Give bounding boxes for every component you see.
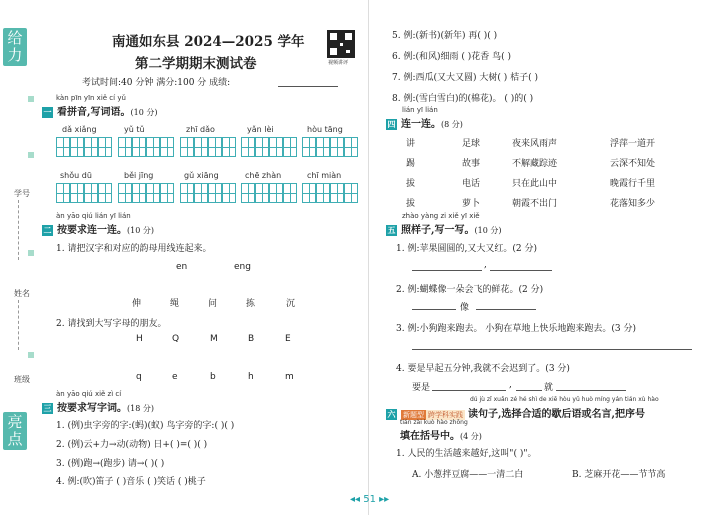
s5-q2-mid: 像	[460, 303, 470, 313]
answer-blank[interactable]	[516, 390, 542, 391]
answer-blank[interactable]	[412, 309, 456, 310]
char-box[interactable]	[70, 183, 84, 203]
s5-q4: 4. 要是早起五分钟,我就不会迟到了。(3 分)	[396, 364, 570, 374]
s6-score: (4 分)	[460, 432, 482, 441]
char-box[interactable]	[180, 183, 194, 203]
exam-title-line1: 南通如东县 2024—2025 学年	[112, 34, 305, 50]
match-noun[interactable]: 故事	[462, 159, 481, 169]
uppercase-letter[interactable]: H	[136, 334, 143, 344]
char-option[interactable]: 沉	[286, 299, 296, 309]
poem-line-right[interactable]: 晚霞行千里	[610, 179, 656, 189]
s1-score: (10 分)	[130, 108, 158, 117]
lowercase-letter[interactable]: m	[285, 372, 294, 382]
s3-q8: 8. 例:(雪白雪白)的(棉花)。 ( )的( )	[392, 94, 534, 104]
qr-code[interactable]	[327, 30, 355, 58]
s2-pinyin: àn yāo qiú lián yī lián	[56, 212, 131, 220]
s2-title: 按要求连一连。	[57, 225, 127, 236]
name-line	[18, 300, 19, 350]
s3-q6: 6. 例:(和风)细雨 ( )花香 鸟( )	[392, 52, 511, 62]
char-box[interactable]	[180, 137, 194, 157]
prev-arrows-icon: ◂◂	[350, 494, 364, 505]
pinyin-prompt: gǔ xiāng	[184, 171, 219, 180]
char-option[interactable]: 问	[208, 299, 218, 309]
cross-subject-badge: 跨学科实践	[428, 411, 463, 419]
poem-line-left[interactable]: 夜来风雨声	[512, 139, 558, 149]
s6-pinyin: dú jù zǐ xuǎn zé hé shì de xiē hòu yǔ huò míng yán tián xù hào	[470, 396, 659, 403]
char-box[interactable]	[222, 183, 236, 203]
s3-title: 按要求写字词。	[57, 403, 127, 414]
char-box[interactable]	[56, 183, 70, 203]
char-box[interactable]	[146, 137, 160, 157]
pinyin-prompt: dǎ xiǎng	[62, 125, 97, 134]
s3-q2: 2. (例)云+力→动(动物) 日+( )=( )( )	[56, 440, 208, 450]
spine-marker	[28, 250, 34, 256]
char-box[interactable]	[269, 137, 283, 157]
char-box[interactable]	[70, 137, 84, 157]
s3-q7: 7. 例:西瓜(又大又圆) 大树( ) 桔子( )	[392, 73, 538, 83]
next-arrows-icon: ▸▸	[375, 494, 390, 505]
char-box[interactable]	[56, 137, 70, 157]
char-box[interactable]	[269, 183, 283, 203]
uppercase-letter[interactable]: E	[285, 334, 291, 344]
poem-line-right[interactable]: 浮萍一道开	[610, 139, 656, 149]
match-verb[interactable]: 踢	[406, 159, 416, 169]
uppercase-letter[interactable]: Q	[172, 334, 180, 344]
class-label: 班级	[14, 375, 30, 384]
s3-heading	[42, 399, 154, 414]
student-id-line	[18, 200, 19, 260]
s5-score: (10 分)	[474, 226, 502, 235]
s2-heading	[42, 221, 154, 236]
char-box[interactable]	[241, 137, 255, 157]
pinyin-prompt: chī miàn	[307, 171, 342, 180]
char-box[interactable]	[98, 183, 112, 203]
page-divider	[368, 0, 369, 515]
poem-line-left[interactable]: 朝霞不出门	[512, 199, 558, 209]
poem-line-left[interactable]: 只在此山中	[512, 179, 558, 189]
char-box[interactable]	[160, 137, 174, 157]
poem-line-right[interactable]: 云深不知处	[610, 159, 656, 169]
s5-title: 照样子,写一写。	[401, 225, 475, 236]
uppercase-letter[interactable]: M	[210, 334, 218, 344]
char-box[interactable]	[255, 183, 269, 203]
char-box[interactable]	[118, 183, 132, 203]
s5-heading	[386, 221, 501, 236]
answer-blank[interactable]	[432, 390, 506, 391]
char-box[interactable]	[344, 137, 358, 157]
s3-pinyin: àn yāo qiú xiě zì cí	[56, 390, 122, 398]
char-option[interactable]: 伸	[132, 299, 142, 309]
char-box[interactable]	[222, 137, 236, 157]
score-blank[interactable]	[278, 86, 338, 87]
name-label: 姓名	[14, 289, 30, 298]
spine-marker	[28, 96, 34, 102]
s6-title2-text: 填在括号中。	[400, 431, 460, 442]
s5-q4-a: 要是	[412, 383, 431, 393]
lowercase-letter[interactable]: h	[248, 372, 254, 382]
char-box[interactable]	[84, 183, 98, 203]
s1-heading	[42, 103, 157, 118]
s2-q2: 2. 请找到大写字母的朋友。	[56, 319, 167, 329]
s3-number: 三	[43, 404, 52, 413]
s2-number: 二	[43, 226, 52, 235]
char-box[interactable]	[132, 137, 146, 157]
spine-marker	[28, 152, 34, 158]
match-noun[interactable]: 电话	[462, 179, 481, 189]
pinyin-prompt: yǔ tǔ	[124, 125, 145, 134]
spine-tab-top: 给力	[3, 28, 27, 66]
char-box[interactable]	[302, 137, 316, 157]
s5-pinyin: zhào yàng zi xiě yī xiě	[402, 212, 480, 220]
final-option[interactable]: en	[176, 262, 188, 272]
pinyin-prompt: hòu tāng	[307, 125, 343, 134]
s3-q1: 1. (例)虫字旁的字:(蚂)(蚁) 鸟字旁的字:( )( )	[56, 421, 235, 431]
answer-blank[interactable]	[490, 270, 552, 271]
page-spine	[0, 0, 34, 515]
char-box[interactable]	[344, 183, 358, 203]
char-box[interactable]	[255, 137, 269, 157]
answer-blank[interactable]	[476, 309, 536, 310]
match-verb[interactable]: 拔	[406, 179, 416, 189]
answer-blank[interactable]	[412, 349, 692, 350]
char-box[interactable]	[241, 183, 255, 203]
s4-number: 四	[387, 120, 396, 129]
s4-heading	[386, 115, 463, 130]
match-noun[interactable]: 足球	[462, 139, 481, 149]
spine-marker	[28, 352, 34, 358]
s5-q1: 1. 例:苹果圆圆的,又大又红。(2 分)	[396, 244, 537, 254]
char-box[interactable]	[330, 137, 344, 157]
s6-heading	[386, 405, 645, 420]
exam-info: 考试时间:40 分钟 满分:100 分 成绩:	[82, 78, 231, 88]
s1-number: 一	[43, 108, 52, 117]
match-verb[interactable]: 拔	[406, 199, 416, 209]
char-box[interactable]	[98, 137, 112, 157]
s4-pinyin: lián yī lián	[402, 106, 438, 114]
char-box[interactable]	[316, 183, 330, 203]
char-option[interactable]: 拣	[246, 299, 256, 309]
match-noun[interactable]: 萝卜	[462, 199, 481, 209]
comma: ,	[484, 260, 487, 270]
s4-title: 连一连。	[401, 119, 441, 130]
s6-option-a[interactable]: A. 小葱拌豆腐——一清二白	[412, 470, 524, 480]
s6-number: 六	[387, 410, 396, 419]
page-number	[350, 494, 389, 505]
answer-blank[interactable]	[412, 270, 482, 271]
s5-q2: 2. 例:蝴蝶像一朵会飞的鲜花。(2 分)	[396, 285, 544, 295]
pinyin-prompt: běi jīng	[124, 171, 154, 180]
s6-title: 读句子,选择合适的歇后语或名言,把序号	[468, 409, 645, 420]
s4-score: (8 分)	[441, 120, 463, 129]
comma: ,	[509, 380, 512, 390]
char-box[interactable]	[160, 183, 174, 203]
char-box[interactable]	[316, 137, 330, 157]
pinyin-prompt: zhī dǎo	[186, 125, 215, 134]
poem-line-right[interactable]: 花落知多少	[610, 199, 656, 209]
exam-title-line2: 第二学期期末测试卷	[135, 56, 257, 72]
s5-q4-b: 就	[544, 383, 554, 393]
char-box[interactable]	[194, 137, 208, 157]
pinyin-prompt: chē zhàn	[245, 171, 282, 180]
match-verb[interactable]: 讲	[406, 139, 416, 149]
s1-title: 看拼音,写词语。	[57, 107, 131, 118]
uppercase-letter[interactable]: B	[248, 334, 255, 344]
char-box[interactable]	[283, 183, 297, 203]
s6-title2-pinyin: tián zài kuò hào zhōng	[400, 419, 468, 426]
answer-blank[interactable]	[556, 390, 626, 391]
s3-q4: 4. 例:(吹)笛子 ( )音乐 ( )笑话 ( )桃子	[56, 477, 206, 487]
s6-option-b[interactable]: B. 芝麻开花——节节高	[572, 470, 666, 480]
s6-q1: 1. 人民的生活越来越好,这叫"( )"。	[396, 449, 537, 459]
s3-q3: 3. (例)跑→(跑步) 请→( )( )	[56, 459, 165, 469]
s3-q5: 5. 例:(新书)(新年) 再( )( )	[392, 31, 498, 41]
page-number-text: 51	[363, 494, 376, 505]
lowercase-letter[interactable]: q	[136, 372, 142, 382]
char-box[interactable]	[283, 137, 297, 157]
char-box[interactable]	[118, 137, 132, 157]
char-option[interactable]: 绳	[170, 299, 180, 309]
char-box[interactable]	[84, 137, 98, 157]
new-type-badge: 新题型	[403, 411, 424, 419]
s2-score: (10 分)	[127, 226, 154, 235]
char-box[interactable]	[302, 183, 316, 203]
qr-caption: 视频讲评	[328, 60, 349, 66]
pinyin-prompt: shǒu dū	[60, 171, 92, 180]
char-box[interactable]	[194, 183, 208, 203]
poem-line-left[interactable]: 不解藏踪迹	[512, 159, 558, 169]
char-box[interactable]	[208, 183, 222, 203]
lowercase-letter[interactable]: e	[172, 372, 178, 382]
s2-q1: 1. 请把汉字和对应的韵母用线连起来。	[56, 244, 212, 254]
char-box[interactable]	[146, 183, 160, 203]
student-id-label: 学号	[14, 189, 30, 198]
s3-score: (18 分)	[127, 404, 154, 413]
final-option[interactable]: eng	[234, 262, 251, 272]
pinyin-prompt: yǎn lèi	[247, 125, 274, 134]
s1-pinyin: kàn pīn yīn xiě cí yǔ	[56, 94, 126, 102]
char-box[interactable]	[132, 183, 146, 203]
spine-tab-bottom: 亮点	[3, 412, 27, 450]
s5-q3: 3. 例:小狗跑来跑去。 小狗在草地上快乐地跑来跑去。(3 分)	[396, 324, 636, 334]
s5-number: 五	[387, 226, 396, 235]
char-box[interactable]	[208, 137, 222, 157]
char-box[interactable]	[330, 183, 344, 203]
lowercase-letter[interactable]: b	[210, 372, 216, 382]
s6-title2	[400, 427, 482, 442]
